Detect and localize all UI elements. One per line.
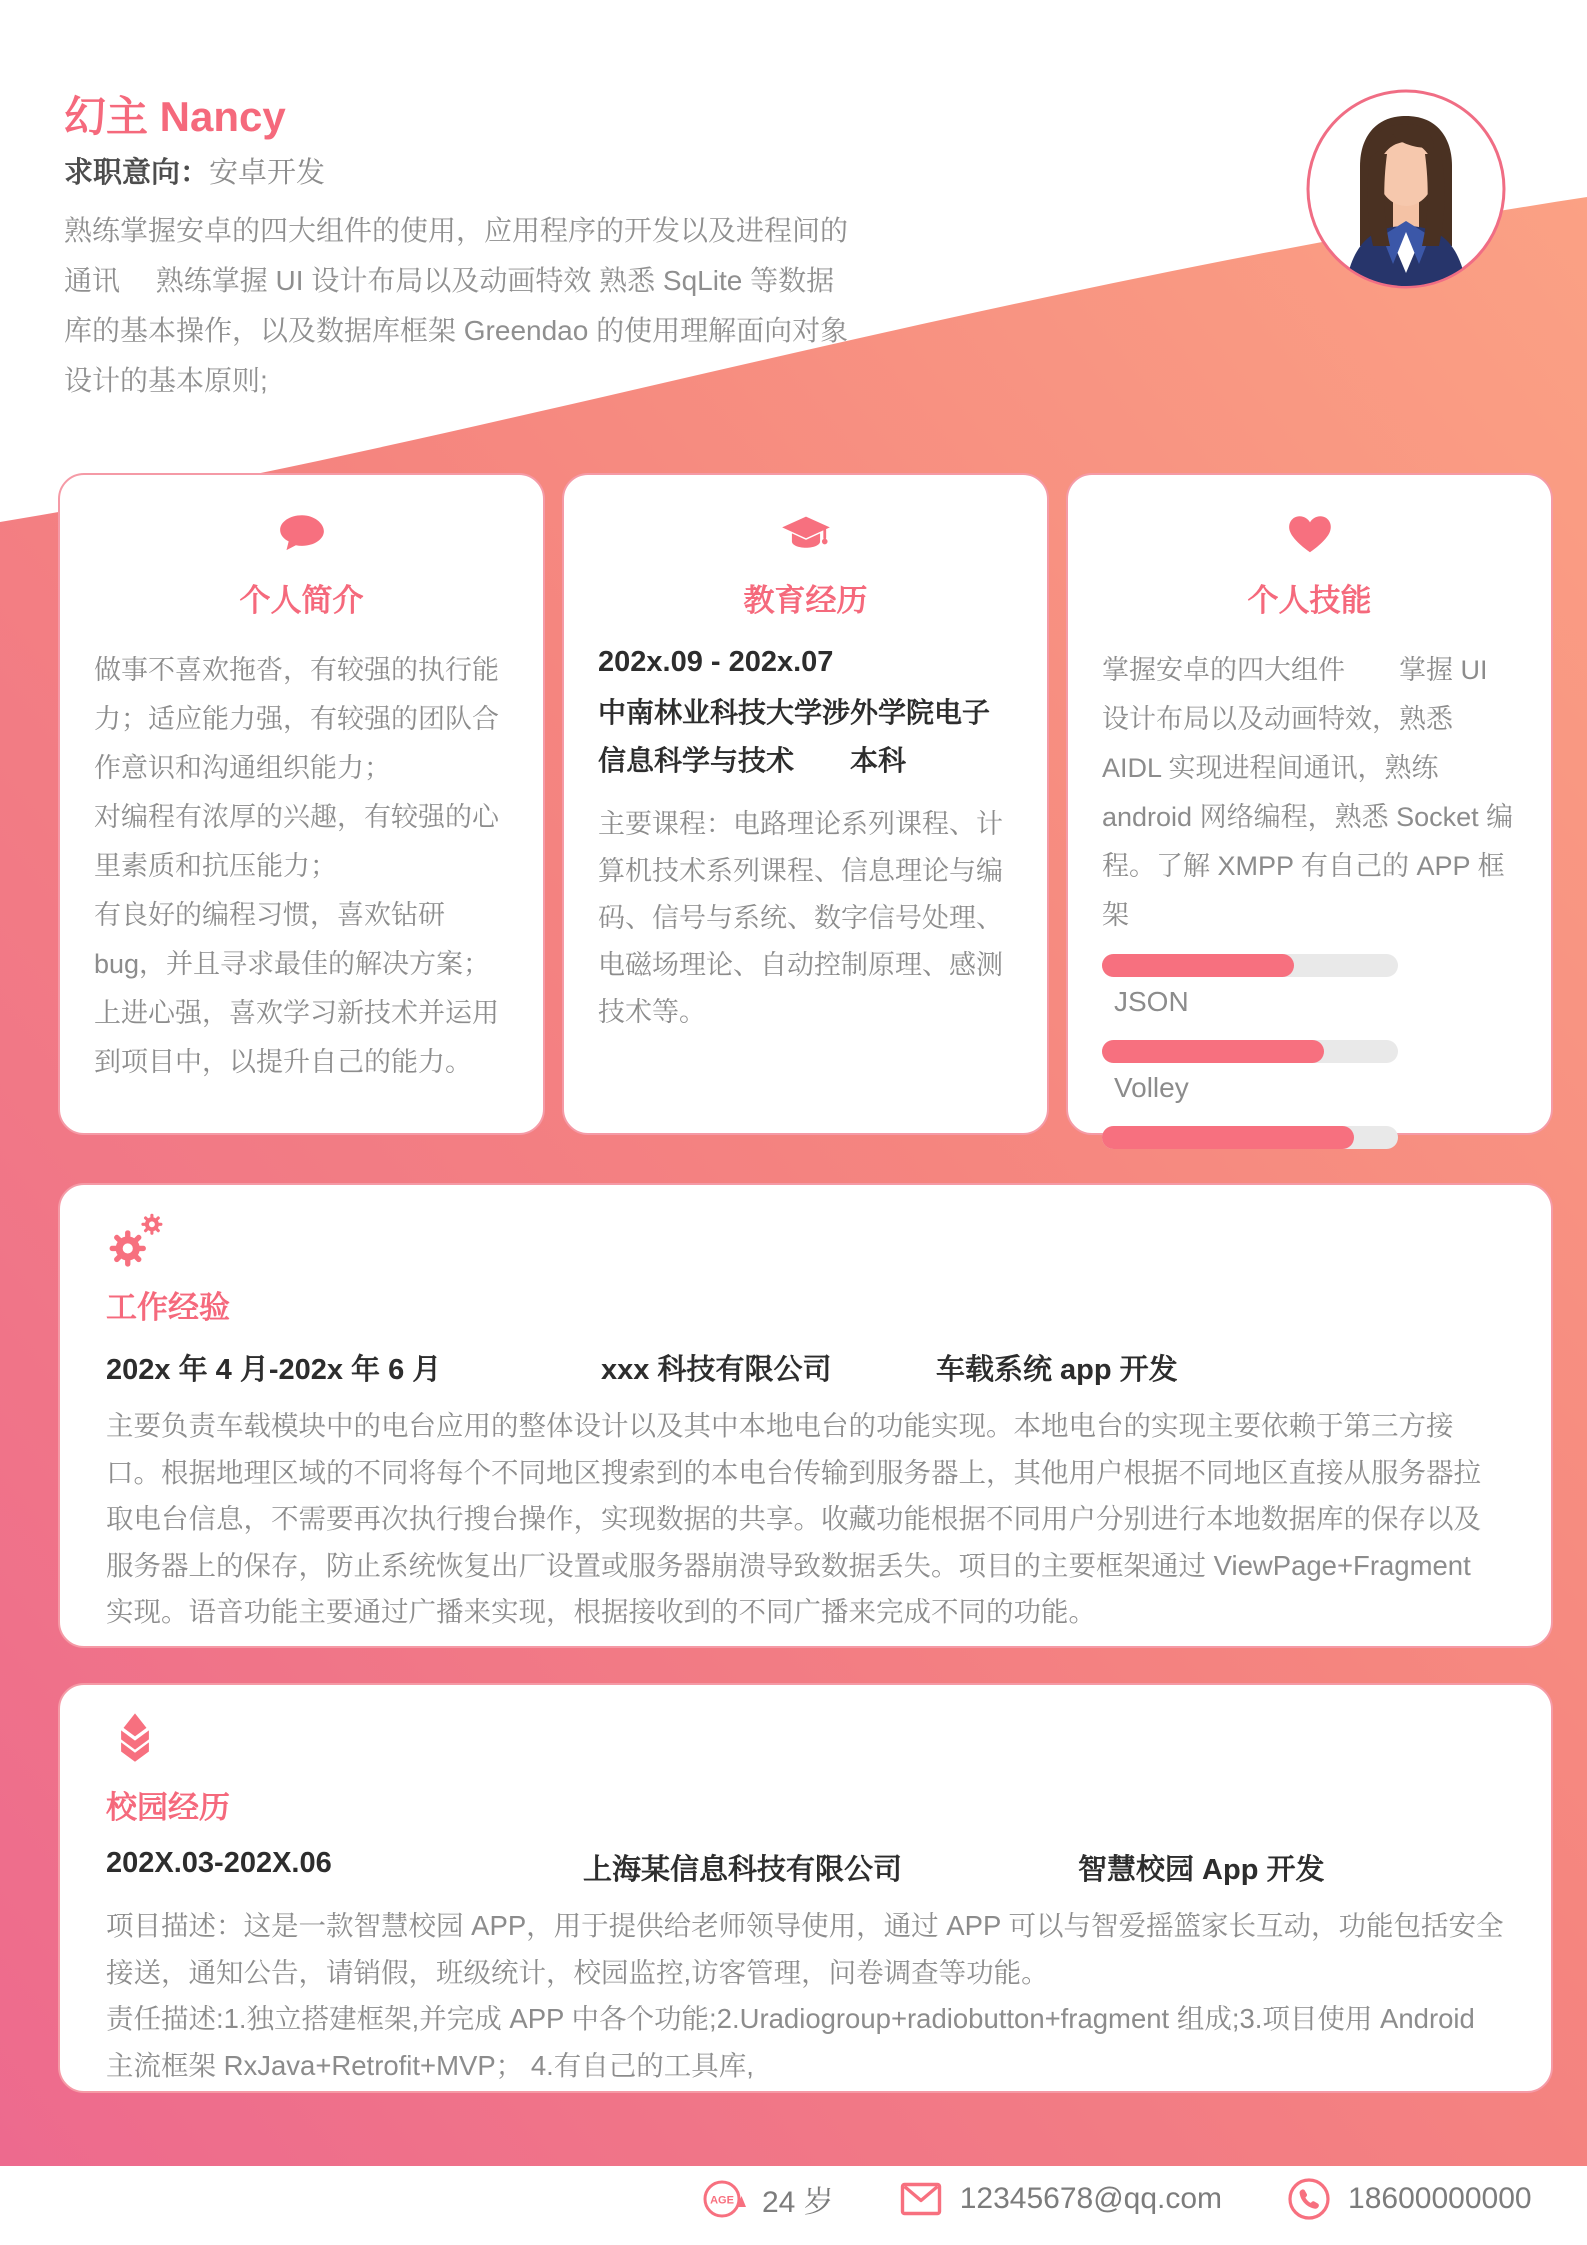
age-badge-icon bbox=[700, 2176, 746, 2222]
skill-label: Volley bbox=[1114, 1072, 1189, 1103]
skill-progress-track bbox=[1102, 1040, 1398, 1063]
speech-bubble-icon bbox=[277, 509, 327, 559]
profile-paragraph: 上进心强，喜欢学习新技术并运用到项目中，以提升自己的能力。 bbox=[94, 998, 499, 1077]
contact-footer bbox=[700, 2176, 1532, 2222]
skills-card-title: 个人技能 bbox=[1247, 583, 1372, 618]
campus-company: 上海某信息科技有限公司 bbox=[583, 1854, 903, 1886]
work-headline bbox=[106, 1347, 1505, 1387]
graduation-cap-icon bbox=[779, 509, 833, 561]
campus-experience-card bbox=[58, 1683, 1553, 2093]
skill-progress-track bbox=[1102, 954, 1398, 977]
skill-progress-fill bbox=[1102, 1040, 1324, 1063]
email-icon bbox=[898, 2176, 944, 2222]
phone-value: 18600000000 bbox=[1348, 2182, 1532, 2215]
skills-card bbox=[1066, 473, 1553, 1135]
phone-icon bbox=[1286, 2176, 1332, 2222]
campus-period: 202X.03-202X.06 bbox=[106, 1847, 332, 1879]
profile-card-body bbox=[94, 646, 509, 1087]
skills-summary: 掌握安卓的四大组件 掌握 UI 设计布局以及动画特效，熟悉 AIDL 实现进程间通讯，熟练 android 网络编程，熟悉 Socket 编程。了解 XMPP 有自己的 APP 框架 bbox=[1102, 655, 1514, 930]
education-school bbox=[598, 689, 1013, 785]
skill-label: JSON bbox=[1114, 986, 1189, 1017]
skill-item bbox=[1102, 954, 1517, 1018]
work-experience-card bbox=[58, 1183, 1553, 1648]
profile-card bbox=[58, 473, 545, 1135]
work-period: 202x 年 4 月-202x 年 6 月 bbox=[106, 1354, 442, 1386]
candidate-name: 幻主 Nancy bbox=[64, 93, 286, 140]
skill-progress-fill bbox=[1102, 1126, 1354, 1149]
profile-summary: 熟练掌握安卓的四大组件的使用，应用程序的开发以及进程间的通讯 熟练掌握 UI 设计布局以及动画特效 熟悉 SqLite 等数据库的基本操作，以及数据库框架 Greendao 的使用理解面向对象设计的基本原则; bbox=[64, 215, 849, 396]
profile-paragraph: 有良好的编程习惯，喜欢钻研 bug，并且寻求最佳的解决方案； bbox=[94, 900, 491, 979]
age-value: 24 岁 bbox=[762, 2186, 834, 2219]
campus-duty-desc: 责任描述:1.独立搭建框架,并完成 APP 中各个功能;2.Uradiogroup+radiobutton+fragment 组成;3.项目使用 Android 主流框架 RxJava+Retrofit+MVP； 4.有自己的工具库, bbox=[106, 2003, 1475, 2081]
education-courses: 主要课程：电路理论系列课程、计算机技术系列课程、信息理论与编码、信号与系统、数字信号处理、电磁场理论、自动控制原理、感测技术等。 bbox=[598, 809, 1003, 1027]
job-intention-label: 求职意向： bbox=[64, 157, 210, 189]
profile-card-title: 个人简介 bbox=[239, 583, 364, 618]
skill-progress-track bbox=[1102, 1126, 1398, 1149]
work-description: 主要负责车载模块中的电台应用的整体设计以及其中本地电台的功能实现。本地电台的实现主要依赖于第三方接口。根据地理区域的不同将每个不同地区搜索到的本电台传输到服务器上，其他用户根据不同地区直接从服务器拉取电台信息，不需要再次执行搜台操作，实现数据的共享。收藏功能根据不同用户分别进行本地数据库的保存以及服务器上的保存，防止系统恢复出厂设置或服务器崩溃导致数据丢失。项目的主要框架通过 ViewPage+Fragment 实现。语音功能主要通过广播来实现，根据接收到的不同广播来完成不同的功能。 bbox=[106, 1410, 1481, 1627]
profile-paragraph: 对编程有浓厚的兴趣，有较强的心里素质和抗压能力； bbox=[94, 802, 499, 881]
work-company: xxx 科技有限公司 bbox=[601, 1354, 832, 1386]
work-role: 车载系统 app 开发 bbox=[936, 1354, 1178, 1386]
campus-role: 智慧校园 App 开发 bbox=[1078, 1854, 1325, 1886]
job-intention bbox=[64, 150, 325, 191]
svg-text:AGE: AGE bbox=[710, 2194, 734, 2207]
campus-description bbox=[106, 1903, 1505, 2089]
layers-icon bbox=[106, 1711, 164, 1769]
job-intention-value: 安卓开发 bbox=[209, 157, 326, 189]
education-card bbox=[562, 473, 1049, 1135]
gears-icon bbox=[106, 1211, 164, 1269]
phone-item bbox=[1286, 2176, 1532, 2222]
age-item bbox=[700, 2176, 834, 2222]
campus-headline bbox=[106, 1847, 1505, 1887]
top-cards-row bbox=[58, 473, 1553, 1135]
education-school-name: 中南林业科技大学涉外学院电子信息科学与技术 bbox=[598, 697, 991, 776]
profile-paragraph: 做事不喜欢拖沓，有较强的执行能力；适应能力强，有较强的团队合作意识和沟通组织能力； bbox=[94, 655, 499, 783]
campus-project-desc: 项目描述：这是一款智慧校园 APP，用于提供给老师领导使用，通过 APP 可以与智爱摇篮家长互动，功能包括安全接送，通知公告，请销假，班级统计，校园监控,访客管理，问卷调查等功能。 bbox=[106, 1910, 1504, 1988]
email-item bbox=[898, 2176, 1222, 2222]
avatar bbox=[1305, 88, 1507, 290]
heart-icon bbox=[1285, 509, 1335, 559]
skill-item bbox=[1102, 1040, 1517, 1104]
email-value: 12345678@qq.com bbox=[959, 2182, 1223, 2215]
work-card-title: 工作经验 bbox=[106, 1290, 230, 1325]
education-card-title: 教育经历 bbox=[743, 583, 868, 618]
campus-card-title: 校园经历 bbox=[106, 1790, 230, 1825]
education-period: 202x.09 - 202x.07 bbox=[598, 646, 834, 678]
skill-progress-fill bbox=[1102, 954, 1294, 977]
education-degree: 本科 bbox=[850, 745, 907, 776]
